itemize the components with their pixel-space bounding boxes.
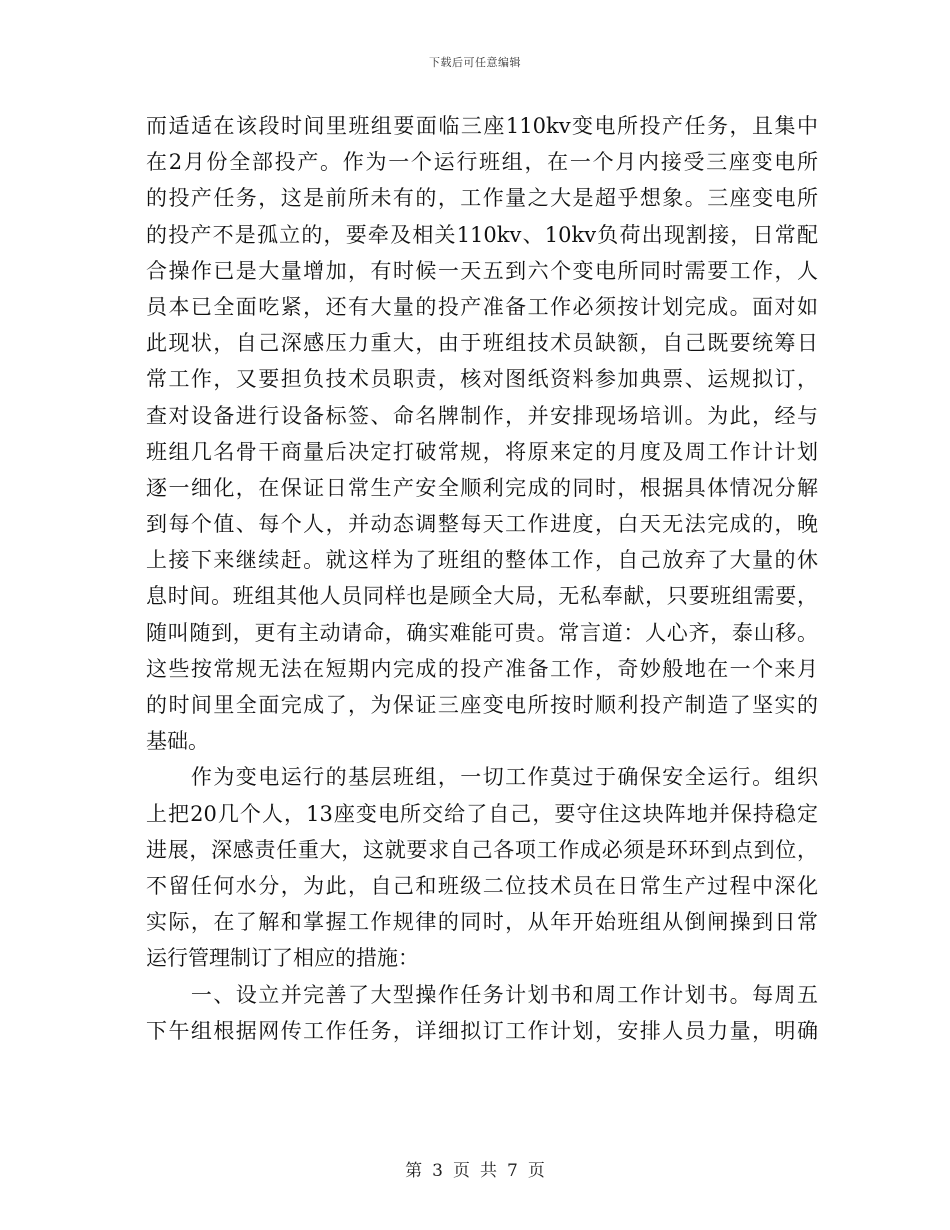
text-line: 运行管理制订了相应的措施： [146, 946, 419, 971]
text-line: 基础。 [146, 729, 209, 754]
text-line: 而适适在该段时间里班组要面临三座110kv变电所投产任务，且集中 [146, 114, 818, 138]
text-line: 息时间。班组其他人员同样也是顾全大局，无私奉献，只要班组需要， [146, 584, 818, 609]
text-line: 到每个值、每个人，并动态调整每天工作进度，白天无法完成的，晚 [146, 512, 818, 537]
text-line: 此现状，自己深感压力重大，由于班组技术员缺额，自己既要统筹日 [146, 331, 818, 356]
footer-prefix: 第 [405, 1161, 423, 1181]
text-line: 的时间里全面完成了，为保证三座变电所按时顺利投产制造了坚实的 [146, 693, 818, 717]
text-line: 的投产任务，这是前所未有的，工作量之大是超乎想象。三座变电所 [146, 186, 818, 211]
text-line: 这些按常规无法在短期内完成的投产准备工作，奇妙般地在一个来月 [146, 656, 818, 681]
text-line: 不留任何水分，为此，自己和班级二位技术员在日常生产过程中深化 [146, 873, 818, 898]
text-line: 下午组根据网传工作任务，详细拟订工作计划，安排人员力量，明确 [146, 1018, 818, 1043]
text-line: 作为变电运行的基层班组，一切工作莫过于确保安全运行。组织 [146, 765, 818, 790]
page-header-note: 下载后可任意编辑 [429, 56, 521, 69]
text-line: 进展，深感责任重大，这就要求自己各项工作成必须是环环到点到位， [146, 837, 818, 862]
text-line: 班组几名骨干商量后决定打破常规，将原来定的月度及周工作计计划 [146, 439, 818, 464]
body-text [146, 108, 818, 1049]
text-line: 的投产不是孤立的，要牵及相关110kv、10kv负荷出现割接，日常配 [146, 222, 818, 247]
page-footer [0, 1156, 950, 1181]
text-line: 常工作，又要担负技术员职责，核对图纸资料参加典票、运规拟订， [146, 367, 818, 392]
text-line: 上接下来继续赶。就这样为了班组的整体工作，自己放弃了大量的休 [146, 548, 818, 573]
text-line: 合操作已是大量增加，有时候一天五到六个变电所同时需要工作，人 [146, 258, 818, 283]
page-number: 3 [432, 1161, 443, 1181]
text-line: 实际，在了解和掌握工作规律的同时，从年开始班组从倒闸操到日常 [146, 910, 818, 935]
text-line: 员本已全面吃紧，还有大量的投产准备工作必须按计划完成。面对如 [146, 294, 818, 319]
text-line: 随叫随到，更有主动请命，确实难能可贵。常言道：人心齐，泰山移。 [146, 620, 818, 645]
text-line: 逐一细化，在保证日常生产安全顺利完成的同时，根据具体情况分解 [146, 475, 818, 500]
total-pages: 7 [507, 1161, 518, 1181]
text-line: 上把20几个人，13座变电所交给了自己，要守住这块阵地并保持稳定 [146, 801, 818, 826]
text-line: 一、设立并完善了大型操作任务计划书和周工作计划书。每周五 [146, 982, 818, 1007]
footer-total-prefix: 共 [480, 1161, 497, 1181]
text-line: 查对设备进行设备标签、命名牌制作，并安排现场培训。为此，经与 [146, 403, 818, 428]
footer-suffix: 页 [527, 1161, 545, 1181]
text-line: 在2月份全部投产。作为一个运行班组，在一个月内接受三座变电所 [146, 150, 818, 175]
footer-page-word: 页 [453, 1161, 470, 1181]
